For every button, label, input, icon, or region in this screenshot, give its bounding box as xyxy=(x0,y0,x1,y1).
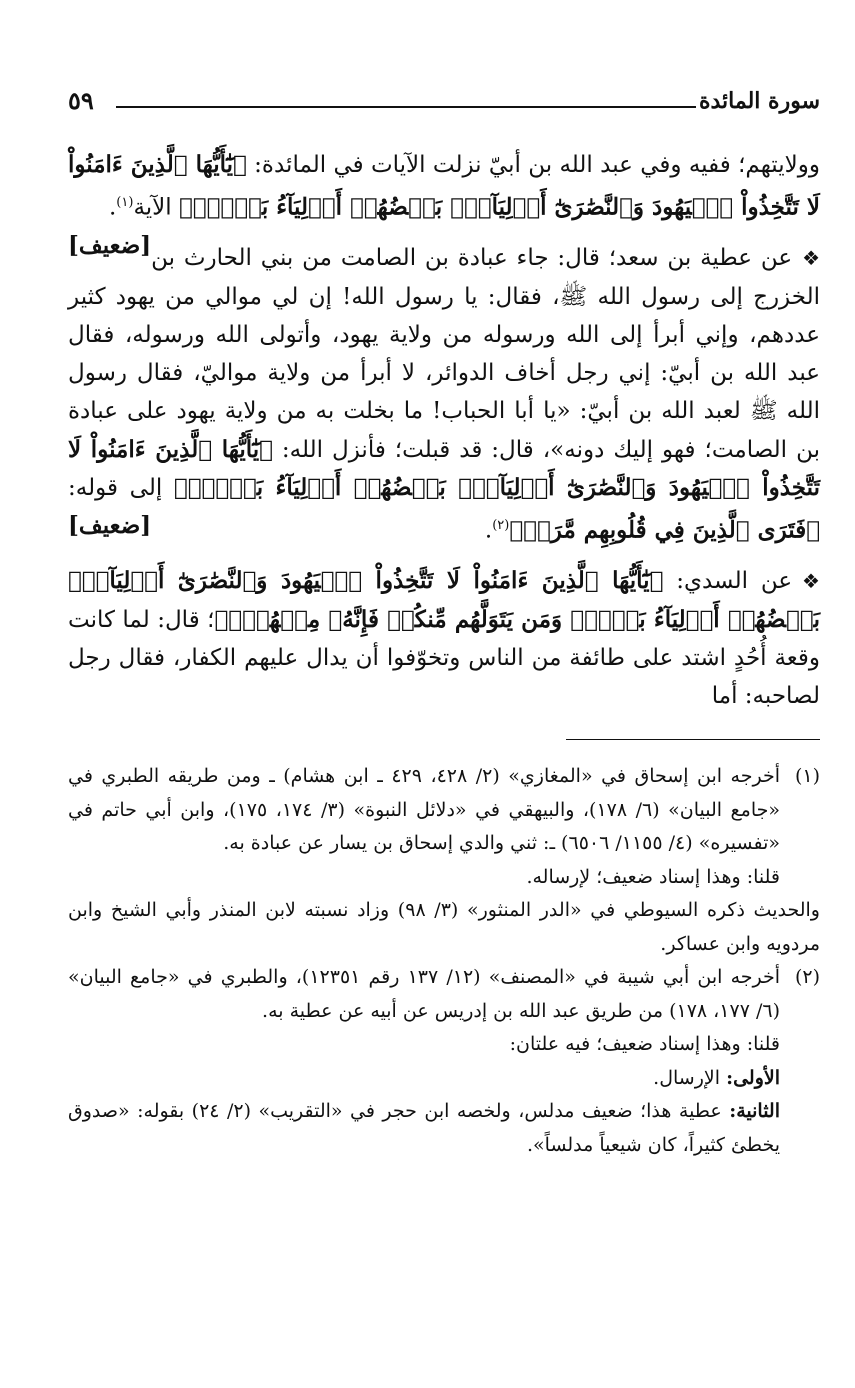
quran-verse: ﴿فَتَرَى ٱلَّذِينَ فِي قُلُوبِهِم مَّرَضٞ﴾ xyxy=(509,516,820,544)
paragraph-2: ❖عن عطية بن سعد؛ قال: جاء عبادة بن الصامت من بني الحارث بن الخزرج إلى رسول الله ﷺ، فقال: يا رسول الله! إن لي موالي من يهود كثير عددهم، وإني أبرأ إلى الله ورسوله من ولاية يهود، وأتولى الله ورسوله، فقال عبد الله بن أبيّ: إني رجل أخاف الدوائر، لا أبرأ من ولاية مواليّ، فقال رسول الله ﷺ لعبد الله بن أبيّ: «يا أبا الحباب! ما بخلت به من ولاية يهود على عبادة بن الصامت؛ فهو إليك دونه»، قال: قد قبلت؛ فأنزل الله: ﴿يَٰٓأَيُّهَا ٱلَّذِينَ ءَامَنُواْ لَا تَتَّخِذُواْ ٱلۡيَهُودَ وَٱلنَّصَٰرَىٰٓ أَوۡلِيَآءَۘ بَعۡضُهُمۡ أَوۡلِيَآءُ بَعۡضٖۚ﴾ إلى قوله: ﴿فَتَرَى ٱلَّذِينَ فِي قُلُوبِهِم مَّرَضٞ﴾$^{(٢)}$. [ضعيف] xyxy=(68,239,820,550)
bullet-icon: ❖ xyxy=(802,246,820,271)
footnote-line: قلنا: وهذا إسناد ضعيف؛ لإرساله. xyxy=(526,865,780,888)
paragraph-2-text-b: إلى قوله: xyxy=(68,475,174,502)
page-header xyxy=(68,82,820,130)
surah-title: سورة المائدة xyxy=(698,88,820,114)
footnote-number: (١) xyxy=(794,765,820,788)
page-number: ٥٩ xyxy=(68,86,94,115)
paragraph-1-after: الآية xyxy=(133,194,179,221)
footnote-text: عطية هذا؛ ضعيف مدلس، ولخصه ابن حجر في «التقريب» (٢/ ٢٤) بقوله: «صدوق يخطئ كثيراً، كان شيعياً مدلساً». xyxy=(68,1100,780,1156)
grade-badge: [ضعيف] xyxy=(68,512,152,540)
paragraph-3-text-b: ؛ قال: لما كانت وقعة أُحُدٍ اشتد على طائفة من الناس وتخوّفوا أن يدال عليهم الكفار، فقال رجل لصاحبه: أما xyxy=(68,606,820,710)
footnote-ref-2[interactable]: (٢) xyxy=(492,518,510,534)
footnote-label: الثانية: xyxy=(729,1100,780,1123)
main-text xyxy=(68,146,820,715)
quran-verse: ﴿يَٰٓأَيُّهَا ٱلَّذِينَ ءَامَنُواْ لَا تَتَّخِذُواْ ٱلۡيَهُودَ وَٱلنَّصَٰرَىٰٓ أَوۡلِيَآءَۘ بَعۡضُهُمۡ أَوۡلِيَآءُ بَعۡضٖۚ وَمَن يَتَوَلَّهُم مِّنكُمۡ فَإِنَّهُۥ مِنۡهُمۡۗ﴾ xyxy=(68,567,820,633)
footnote-number: (٢) xyxy=(794,966,820,989)
paragraph-3 xyxy=(68,562,820,715)
quran-verse: ﴿يَٰٓأَيُّهَا ٱلَّذِينَ ءَامَنُواْ لَا تَتَّخِذُواْ ٱلۡيَهُودَ وَٱلنَّصَٰرَىٰٓ أَوۡلِيَآءَۘ بَعۡضُهُمۡ أَوۡلِيَآءُ بَعۡضٖۚ﴾ xyxy=(68,151,820,221)
footnote-separator xyxy=(566,739,820,740)
footnote-1 xyxy=(68,760,820,961)
footnote-2 xyxy=(68,961,820,1162)
bullet-icon: ❖ xyxy=(802,569,820,594)
paragraph-3-text: عن السدي: xyxy=(663,568,793,595)
footnote-line: أخرجه ابن إسحاق في «المغازي» (٢/ ٤٢٨، ٤٢٩ ـ ابن هشام) ـ ومن طريقه الطبري في «جامع البيان» (٦/ ١٧٨)، والبيهقي في «دلائل النبوة» (٣/ ١٧٤، ١٧٥)، وابن أبي حاتم في «تفسيره» (٤/ ١١٥٥/ ٦٥٠٦) ـ: ثني والدي إسحاق بن يسار عن عبادة به. xyxy=(68,765,781,855)
paragraph-1-text: وولايتهم؛ ففيه وفي عبد الله بن أبيّ نزلت الآيات في المائدة: xyxy=(246,152,820,178)
footnote-text: الإرسال. xyxy=(653,1066,727,1089)
footnote-line xyxy=(68,1095,780,1162)
footnote-line: والحديث ذكره السيوطي في «الدر المنثور» (٣/ ٩٨) وزاد نسبته لابن المنذر وأبي الشيخ وابن مردويه وابن عساكر. xyxy=(68,899,820,955)
footnotes xyxy=(68,760,820,1162)
paragraph-2-text: عن عطية بن سعد؛ قال: جاء عبادة بن الصامت من بني الحارث بن الخزرج إلى رسول الله ﷺ، فقال: يا رسول الله! إن لي موالي من يهود كثير عددهم، وإني أبرأ إلى الله ورسوله من ولاية يهود، وأتولى الله ورسوله، فقال عبد الله بن أبيّ: إني رجل أخاف الدوائر، لا أبرأ من ولاية مواليّ، فقال رسول الله ﷺ لعبد الله بن أبيّ: «يا أبا الحباب! ما بخلت به من ولاية يهود على عبادة بن الصامت؛ فهو إليك دونه»، قال: قد قبلت؛ فأنزل الله: xyxy=(68,245,820,463)
footnote-line: قلنا: وهذا إسناد ضعيف؛ فيه علتان: xyxy=(509,1033,780,1056)
book-page xyxy=(68,82,820,1372)
footnote-label: الأولى: xyxy=(726,1066,780,1089)
footnote-ref-1[interactable]: (١) xyxy=(116,195,134,211)
quran-verse: ﴿يَٰٓأَيُّهَا ٱلَّذِينَ ءَامَنُواْ لَا تَتَّخِذُواْ ٱلۡيَهُودَ وَٱلنَّصَٰرَىٰٓ أَوۡلِيَآءَۘ بَعۡضُهُمۡ أَوۡلِيَآءُ بَعۡضٖۚ﴾ xyxy=(68,435,820,502)
footnote-line xyxy=(68,1062,780,1096)
grade-badge: [ضعيف] xyxy=(68,232,152,260)
paragraph-1: وولايتهم؛ ففيه وفي عبد الله بن أبيّ نزلت الآيات في المائدة: ﴿يَٰٓأَيُّهَا ٱلَّذِينَ ءَامَنُواْ لَا تَتَّخِذُواْ ٱلۡيَهُودَ وَٱلنَّصَٰرَىٰٓ أَوۡلِيَآءَۘ بَعۡضُهُمۡ أَوۡلِيَآءُ بَعۡضٖۚ﴾ الآية$^{(١)}$. [ضعيف] xyxy=(68,146,820,227)
footnote-line: أخرجه ابن أبي شيبة في «المصنف» (١٢/ ١٣٧ رقم ١٢٣٥١)، والطبري في «جامع البيان» (٦/ ١٧٧، ١٧٨) من طريق عبد الله بن إدريس عن أبيه عن عطية به. xyxy=(68,966,781,1022)
header-rule xyxy=(116,106,696,108)
